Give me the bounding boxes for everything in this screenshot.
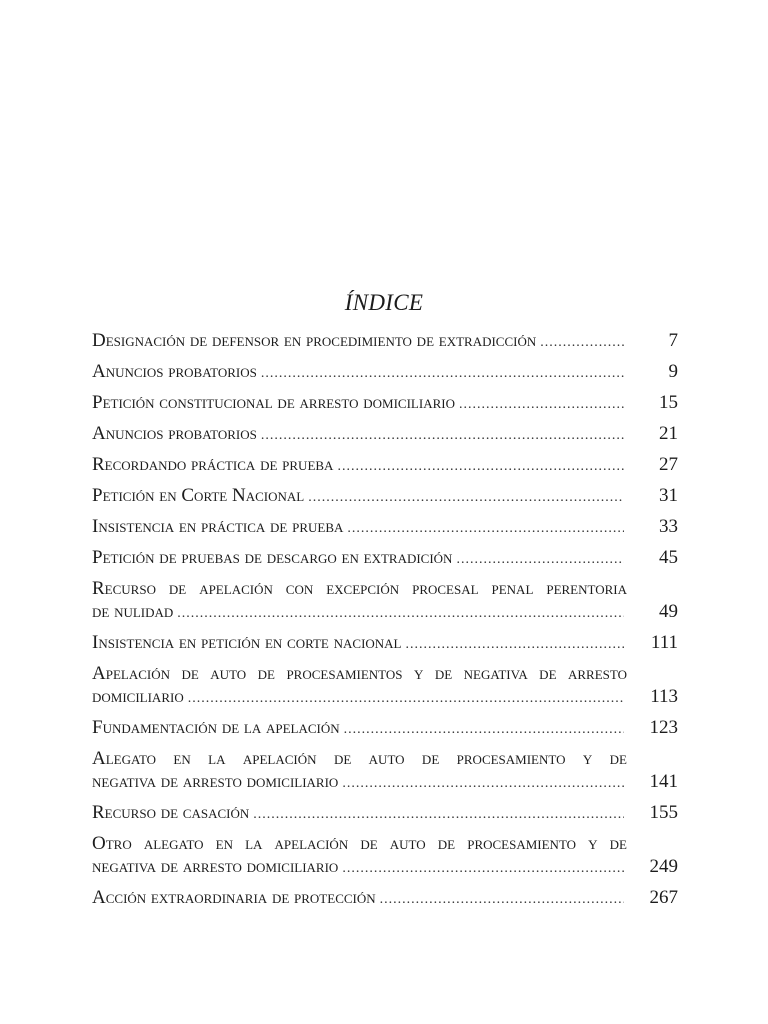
dot-leader	[540, 330, 624, 355]
toc-page-number: 155	[649, 802, 678, 823]
toc-page-number: 111	[650, 632, 678, 653]
toc-entry	[92, 746, 678, 794]
toc-entry	[92, 630, 678, 655]
toc-entry-title: Insistencia en petición en corte nacional	[92, 632, 402, 653]
dot-leader	[253, 802, 624, 827]
dot-leader	[337, 454, 624, 479]
toc-page-number: 123	[649, 717, 678, 738]
toc-page-number: 141	[649, 771, 678, 792]
toc-page-number: 31	[659, 485, 678, 506]
toc-entry-title: Petición en Corte Nacional	[92, 485, 305, 506]
toc-entry	[92, 715, 678, 740]
toc-entry	[92, 359, 678, 384]
toc-entry-title: Fundamentación de la apelación	[92, 717, 340, 738]
toc-entry-title-line1: Alegato en la apelación de auto de procesamiento y de	[92, 748, 627, 769]
toc-entry-title-line2: negativa de arresto domiciliario	[92, 771, 339, 792]
toc-page-number: 15	[659, 392, 678, 413]
dot-leader	[342, 771, 624, 796]
dot-leader	[188, 686, 624, 711]
toc-entry-title: Designación de defensor en procedimiento de extradicción	[92, 330, 537, 351]
toc-page-number: 9	[668, 361, 678, 382]
toc-page-number: 27	[659, 454, 678, 475]
toc-entry	[92, 514, 678, 539]
toc-entry	[92, 885, 678, 910]
toc-entry-title: Recurso de casación	[92, 802, 250, 823]
toc-entry	[92, 421, 678, 446]
dot-leader	[459, 392, 624, 417]
dot-leader	[347, 516, 624, 541]
toc-entry-title: Acción extraordinaria de protección	[92, 887, 376, 908]
toc-entry	[92, 576, 678, 624]
toc-entry-title: Insistencia en práctica de prueba	[92, 516, 344, 537]
dot-leader	[177, 601, 624, 626]
table-of-contents	[92, 328, 678, 916]
toc-entry-title: Petición constitucional de arresto domiciliario	[92, 392, 455, 413]
toc-page-number: 33	[659, 516, 678, 537]
toc-entry-title: Anuncios probatorios	[92, 423, 257, 444]
toc-page-number: 21	[659, 423, 678, 444]
toc-entry-title-line1: Recurso de apelación con excepción procesal penal perentoria	[92, 578, 627, 599]
toc-entry-title: Anuncios probatorios	[92, 361, 257, 382]
toc-page-number: 249	[649, 856, 678, 877]
toc-entry	[92, 328, 678, 353]
toc-entry-title-line1: Otro alegato en la apelación de auto de procesamiento y de	[92, 833, 627, 854]
index-title: ÍNDICE	[344, 290, 424, 315]
toc-entry	[92, 452, 678, 477]
toc-page-number: 113	[650, 686, 678, 707]
toc-entry-title-line2: domiciliario	[92, 686, 184, 707]
toc-entry	[92, 831, 678, 879]
dot-leader	[406, 632, 624, 657]
toc-entry-title: Recordando práctica de prueba	[92, 454, 334, 475]
toc-page-number: 7	[668, 330, 678, 351]
toc-page-number: 267	[649, 887, 678, 908]
toc-entry	[92, 800, 678, 825]
toc-entry	[92, 483, 678, 508]
dot-leader	[344, 717, 624, 742]
dot-leader	[308, 485, 624, 510]
toc-entry-title-line1: Apelación de auto de procesamientos y de negativa de arresto	[92, 663, 627, 684]
toc-entry-title: Petición de pruebas de descargo en extradición	[92, 547, 453, 568]
dot-leader	[261, 361, 624, 386]
toc-entry	[92, 661, 678, 709]
toc-page-number: 45	[659, 547, 678, 568]
dot-leader	[380, 887, 624, 912]
dot-leader	[456, 547, 624, 572]
toc-entry-title-line2: de nulidad	[92, 601, 174, 622]
dot-leader	[261, 423, 624, 448]
toc-page-number: 49	[659, 601, 678, 622]
dot-leader	[342, 856, 624, 881]
toc-entry-title-line2: negativa de arresto domiciliario	[92, 856, 339, 877]
toc-entry	[92, 390, 678, 415]
toc-entry	[92, 545, 678, 570]
